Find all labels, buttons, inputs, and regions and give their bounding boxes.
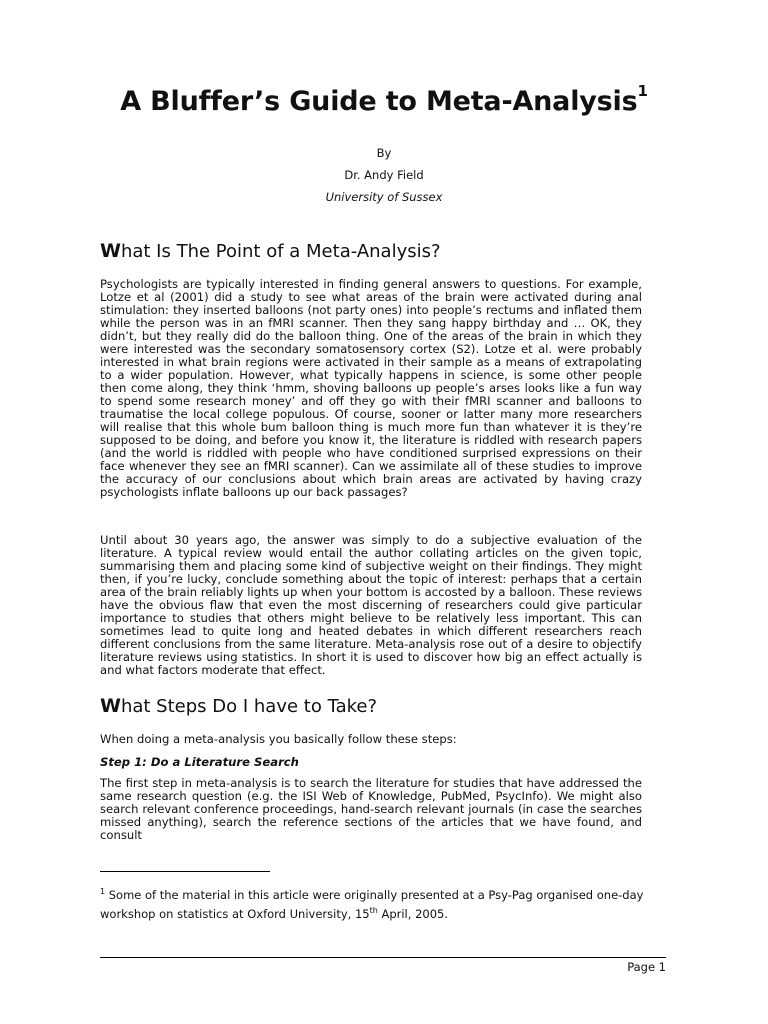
step-1-text: The first step in meta-analysis is to search the literature for studies that have addressed the same research question (e.g. the ISI Web of Knowledge, PubMed, PsycInfo). We might also search relevant conference proceedings, hand-search relevant journals (in case the searches missed anything), search the reference sections of the articles that we have found, and consult <box>100 776 642 842</box>
section-heading-steps <box>100 695 377 717</box>
footnote <box>100 884 660 922</box>
section-heading-point <box>100 240 441 262</box>
title-footnote-mark: 1 <box>637 82 648 100</box>
footnote-text-end: April, 2005. <box>377 906 448 921</box>
page-number: Page 1 <box>627 960 666 974</box>
byline: By <box>376 146 392 160</box>
step-1-title: Step 1: Do a Literature Search <box>100 755 299 769</box>
steps-intro: When doing a meta-analysis you basically follow these steps: <box>100 732 457 746</box>
heading-rest: hat Steps Do I have to Take? <box>120 696 378 717</box>
heading-initial: W <box>100 695 121 717</box>
heading-rest: hat Is The Point of a Meta-Analysis? <box>120 241 441 262</box>
footnote-separator <box>100 871 270 872</box>
title-text: A Bluffer’s Guide to Meta-Analysis <box>120 86 638 117</box>
document-page <box>100 0 666 1024</box>
paragraph-1: Psychologists are typically interested in finding general answers to questions. For example, Lotze et al (2001) did a study to see what areas of the brain were activated during anal stimulation: they inserted balloons (not party ones) into people’s rectums and inflated them while the person was in an fMRI scanner. Then they sang happy birthday and … OK, they didn’t, but they really did do the balloon thing. One of the areas of the brain in which they were interested was the secondary somatosensory cortex (S2). Lotze et al. were probably interested in what brain regions were activated in their sample as a means of extrapolating to a wider population. However, what typically happens in science, is some other people then come along, they think ‘hmm, shoving balloons up people’s arses looks like a fun way to spend some research money’ and off they go with their fMRI scanner and balloons to traumatise the local college populous. Of course, sooner or latter many more researchers will realise that this whole bum balloon thing is much more fun than whatever it is they’re supposed to be doing, and before you know it, the literature is riddled with research papers (and the world is riddled with people who have conditioned surprised expressions on their face whenever they see an fMRI scanner). Can we assimilate all of these studies to improve the accuracy of our conclusions about which brain areas are activated by having crazy psychologists inflate balloons up our back passages? <box>100 277 642 499</box>
footnote-mark: 1 <box>100 887 106 896</box>
footnote-ordinal: th <box>369 905 378 915</box>
heading-initial: W <box>100 240 121 262</box>
document-title <box>0 82 768 117</box>
paragraph-2: Until about 30 years ago, the answer was simply to do a subjective evaluation of the literature. A typical review would entail the author collating articles on the given topic, summarising them and placing some kind of subjective weight on their findings. They might then, if you’re lucky, conclude something about the topic of interest: perhaps that a certain area of the brain reliably lights up when your bottom is accosted by a balloon. These reviews have the obvious flaw that even the most discerning of researchers could give particular importance to studies that others might believe to be relatively less important. This can sometimes lead to quite long and heated debates in which different researchers reach different conclusions from the same literature. Meta-analysis rose out of a desire to objectify literature reviews using statistics. In short it is used to discover how big an effect actually is and what factors moderate that effect. <box>100 533 642 677</box>
author-affiliation: University of Sussex <box>325 190 443 204</box>
author-name: Dr. Andy Field <box>344 168 424 182</box>
footnote-text: Some of the material in this article were originally presented at a Psy-Pag organised one-day workshop on statistics at Oxford University, 15 <box>100 887 644 921</box>
footer-rule <box>100 957 666 958</box>
